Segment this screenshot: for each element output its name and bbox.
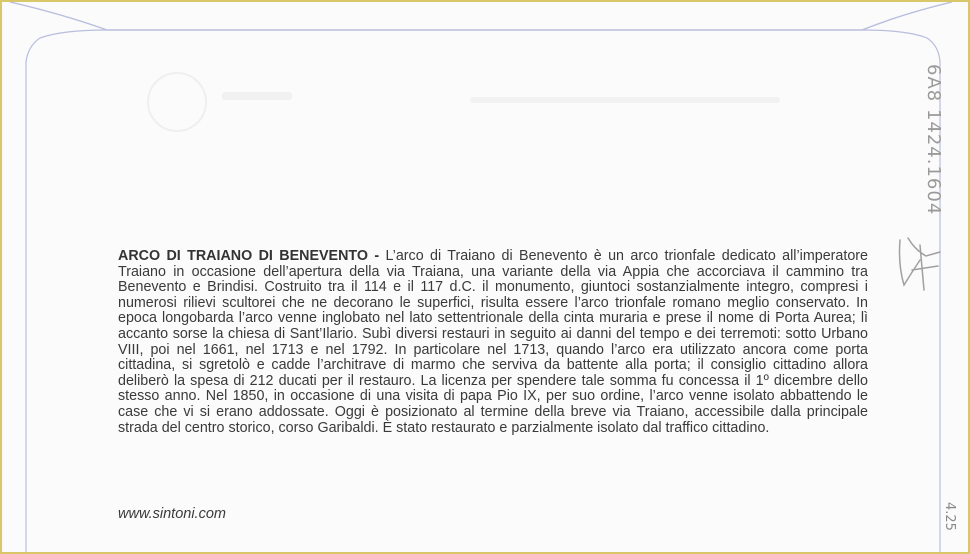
pencil-signature-icon	[890, 230, 950, 300]
faded-print-mark	[222, 92, 292, 100]
monument-description	[118, 249, 868, 436]
envelope-back	[2, 2, 968, 552]
corner-pencil-note	[937, 502, 967, 552]
faded-print-line	[470, 97, 780, 103]
handwritten-code	[922, 64, 952, 244]
description-body: L’arco di Traiano di Benevento è un arco trionfale dedicato all’imperatore Traiano in occasione dell’apertura della via Traiana, una variante della via Appia che accorciava il cammino tra Benevento e Brindisi. Costruito tra il 114 e il 117 d.C. il monumento, giuntoci sostanzialmente integro, compresi i numerosi rilievi scultorei che ne decorano le superfici, risulta essere l’arco trionfale romano meglio conservato. In epoca longobarda l’arco venne inglobato nel lato settentrionale della cinta muraria e prese il nome di Porta Aurea; lì accanto sorse la chiesa di Sant’Ilario. Subì diversi restauri in seguito ai danni del tempo e dei terremoti: sotto Urbano VIII, poi nel 1661, nel 1713 e nel 1792. In particolare nel 1713, quando l’arco era utilizzato ancora come porta cittadina, si sgretolò e cadde l’architrave di marmo che serviva da battente alla porta; il consiglio cittadino allora deliberò la spesa di 212 ducati per il restauro. La licenza per spendere tale somma fu concessa il 1º dicembre dello stesso anno. Nel 1850, in occasione di una visita di papa Pio IX, per suo ordine, l’arco venne isolato abbattendo le case che vi si erano addossate. Oggi è posizionato al termine della breve via Traiano, accessibile dalla principale strada del centro storico, corso Garibaldi. È stato restaurato e parzialmente isolato dal traffico cittadino.	[118, 248, 869, 436]
website-link[interactable]: www.sintoni.com	[118, 506, 226, 522]
handwritten-code-text: 6A8 1424.1604	[923, 64, 944, 216]
corner-pencil-note-text: 4.25	[942, 502, 957, 531]
faded-logo-circle	[147, 72, 207, 132]
description-title: ARCO DI TRAIANO DI BENEVENTO	[118, 248, 368, 264]
title-separator: -	[368, 248, 386, 264]
